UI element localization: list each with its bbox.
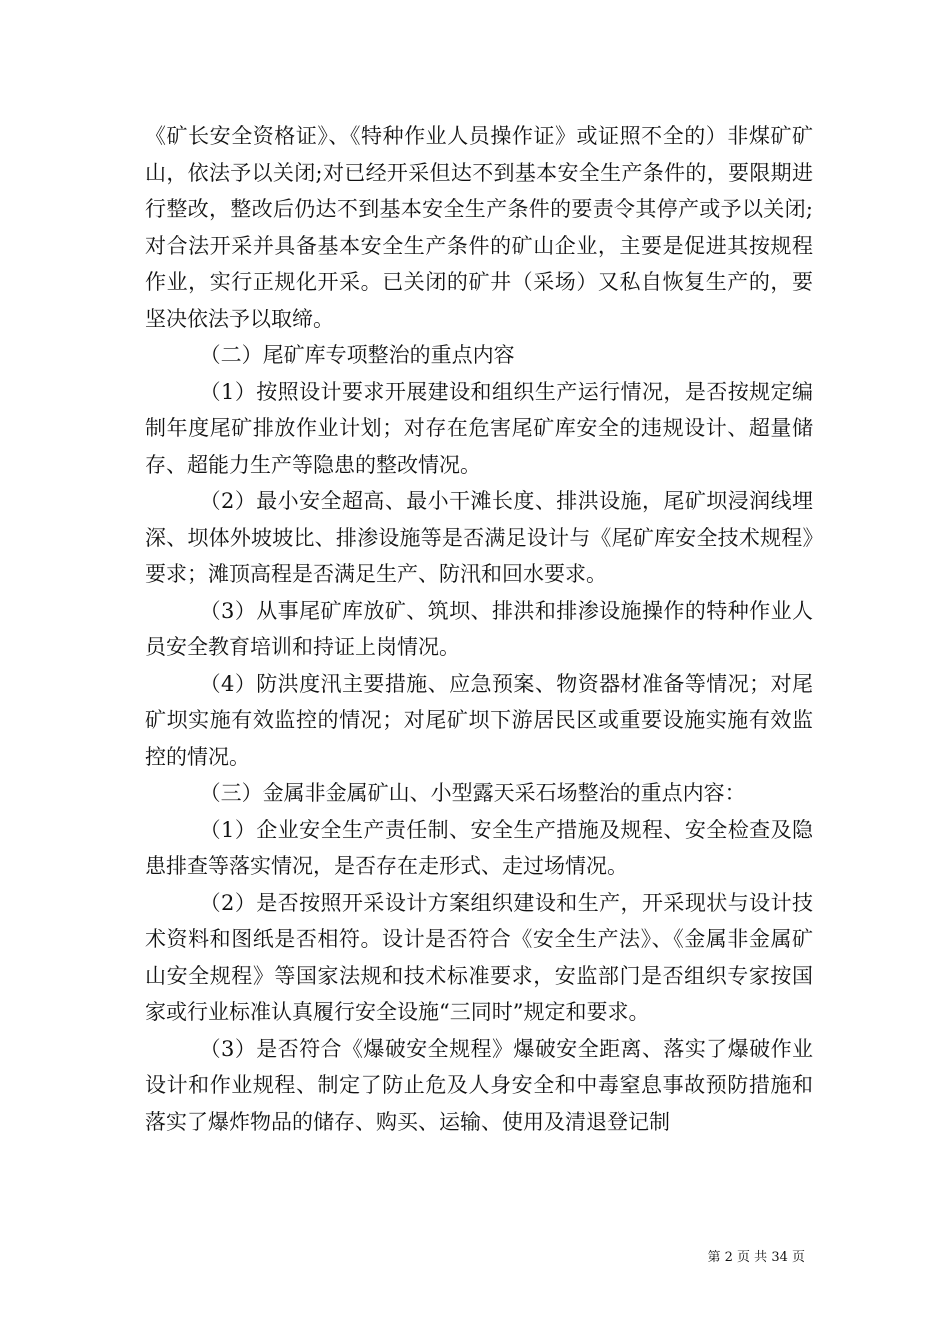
list-item: （4）防洪度汛主要措施、应急预案、物资器材准备等情况；对尾矿坝实施有效监控的情况；对尾矿坝下游居民区或重要设施实施有效监控的情况。 (145, 671, 813, 769)
list-item: （2）最小安全超高、最小干滩长度、排洪设施，尾矿坝浸润线埋深、坝体外坡坡比、排渗设施等是否满足设计与《尾矿库安全技术规程》要求；滩顶高程是否满足生产、防汛和回水要求。 (145, 489, 813, 586)
list-item: （1）按照设计要求开展建设和组织生产运行情况，是否按规定编制年度尾矿排放作业计划；对存在危害尾矿库安全的违规设计、超量储存、超能力生产等隐患的整改情况。 (145, 379, 813, 477)
page-footer (0, 1246, 950, 1266)
section-heading-tailings: （二）尾矿库专项整治的重点内容 (199, 343, 515, 367)
document-body (145, 118, 813, 1140)
list-item: （2）是否按照开采设计方案组织建设和生产，开采现状与设计技术资料和图纸是否相符。设计是否符合《安全生产法》、《金属非金属矿山安全规程》等国家法规和技术标准要求，安监部门是否组织专家按国家或行业标准认真履行安全设施“三同时”规定和要求。 (145, 890, 813, 1024)
list-item: （1）企业安全生产责任制、安全生产措施及规程、安全检查及隐患排查等落实情况，是否存在走形式、走过场情况。 (145, 817, 813, 878)
page-number: 第 2 页 共 34 页 (707, 1250, 805, 1265)
section-heading-metal-mines: （三）金属非金属矿山、小型露天采石场整治的重点内容： (199, 781, 746, 805)
paragraph-continuation: 《矿长安全资格证》、《特种作业人员操作证》或证照不全的）非煤矿矿山，依法予以关闭;对已经开采但达不到基本安全生产条件的，要限期进行整改，整改后仍达不到基本安全生产条件的要责令其停产或予以关闭;对合法开采并具备基本安全生产条件的矿山企业，主要是促进其按规程作业，实行正规化开采。已关闭的矿井（采场）又私自恢复生产的，要坚决依法予以取缔。 (145, 124, 813, 331)
list-item: （3）从事尾矿库放矿、筑坝、排洪和排渗设施操作的特种作业人员安全教育培训和持证上岗情况。 (145, 598, 813, 659)
list-item: （3）是否符合《爆破安全规程》爆破安全距离、落实了爆破作业设计和作业规程、制定了防止危及人身安全和中毒窒息事故预防措施和落实了爆炸物品的储存、购买、运输、使用及清退登记制 (145, 1036, 813, 1134)
